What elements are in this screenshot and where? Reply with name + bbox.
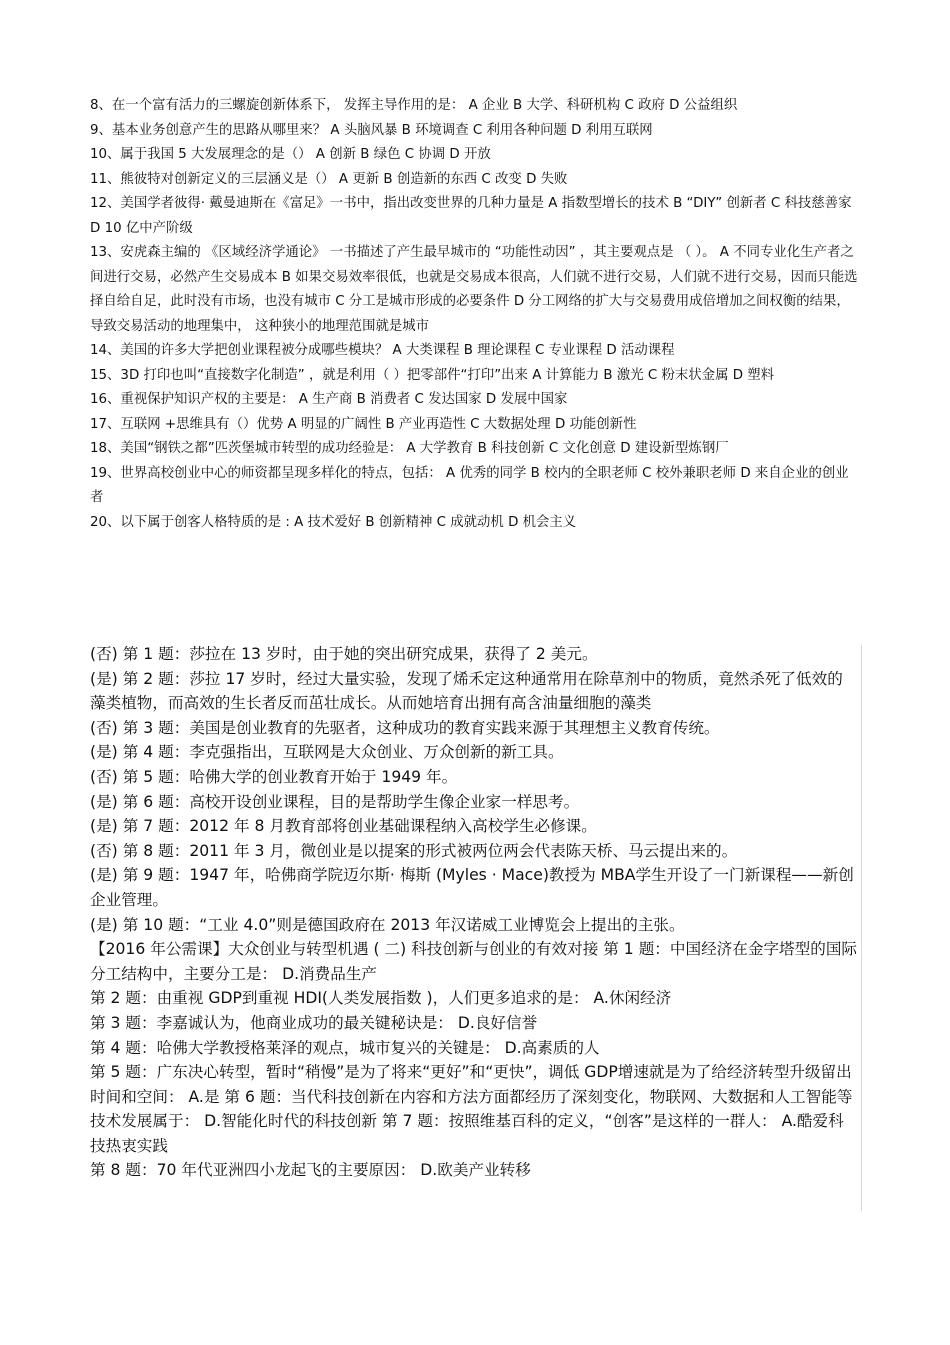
- course-q2: 第 2 题：由重视 GDP到重视 HDI(人类发展指数 )，人们更多追求的是： A.休闲经济: [90, 989, 672, 1008]
- question-15: 15、3D 打印也叫“直接数字化制造” ，就是利用（ ）把零部件“打印”出来 A 计算能力 B 激光 C 粉末状金属 D 塑料: [90, 367, 775, 383]
- question-12: 12、美国学者彼得· 戴曼迪斯在《富足》一书中，指出改变世界的几种力量是 A 指数型增长的技术 B “DIY” 创新者 C 科技慈善家 D 10 亿中产阶级: [90, 196, 852, 236]
- question-17: 17、互联网 +思维具有（）优势 A 明显的广阔性 B 产业再造性 C 大数据处理 D 功能创新性: [90, 416, 637, 432]
- tf-item-10: (是) 第 10 题：“工业 4.0”则是德国政府在 2013 年汉诺威工业博览会上提出的主张。: [90, 915, 685, 934]
- question-20: 20、以下属于创客人格特质的是 : A 技术爱好 B 创新精神 C 成就动机 D 机会主义: [90, 514, 577, 530]
- tf-item-6: (是) 第 6 题：高校开设创业课程，目的是帮助学生像企业家一样思考。: [90, 792, 580, 811]
- course-header-q1: 【2016 年公需课】大众创业与转型机遇 ( 二) 科技创新与创业的有效对接 第 1 题：中国经济在金字塔型的国际分工结构中，主要分工是： D.消费品生产: [90, 940, 858, 983]
- tf-item-2: (是) 第 2 题：莎拉 17 岁时，经过大量实验，发现了烯禾定这种通常用在除草剂中的物质，竟然杀死了低效的藻类植物，而高效的生长者反而茁壮成长。从而她培育出拥有高含油量细胞的藻类: [90, 669, 843, 713]
- tf-item-7: (是) 第 7 题：2012 年 8 月教育部将创业基础课程纳入高校学生必修课。: [90, 817, 597, 836]
- question-14: 14、美国的许多大学把创业课程被分成哪些模块？ A 大类课程 B 理论课程 C 专业课程 D 活动课程: [90, 343, 675, 358]
- tf-item-1: (否) 第 1 题：莎拉在 13 岁时，由于她的突出研究成果，获得了 2 美元。: [90, 645, 598, 663]
- course-q4: 第 4 题：哈佛大学教授格莱泽的观点，城市复兴的关键是： D.高素质的人: [90, 1038, 600, 1057]
- question-16: 16、重视保护知识产权的主要是： A 生产商 B 消费者 C 发达国家 D 发展中国家: [90, 392, 568, 407]
- question-10: 10、属于我国 5 大发展理念的是（） A 创新 B 绿色 C 协调 D 开放: [90, 147, 491, 162]
- question-11: 11、熊彼特对创新定义的三层涵义是（） A 更新 B 创造新的东西 C 改变 D 失败: [90, 171, 568, 187]
- tf-item-5: (否) 第 5 题：哈佛大学的创业教育开始于 1949 年。: [90, 767, 458, 786]
- tf-item-9: (是) 第 9 题：1947 年，哈佛商学院迈尔斯· 梅斯 (Myles · Mace)教授为 MBA学生开设了一门新课程——新创企业管理。: [90, 866, 854, 909]
- course-q5-q7: 第 5 题：广东决心转型，暂时“稍慢”是为了将来“更好”和“更快”，调低 GDP增速就是为了给经济转型升级留出时间和空间： A.是 第 6 题：当代科技创新在内容和方法方面都经历了深刻变化，物联网、大数据和人工智能等技术发展属于： D.智能化时代的科技创新 第 7 题：按照维基百科的定义，“创客”是这样的一群人： A.酷爱科技热衷实践: [90, 1063, 853, 1155]
- question-9: 9、基本业务创意产生的思路从哪里来？ A 头脑风暴 B 环境调查 C 利用各种问题 D 利用互联网: [90, 122, 653, 138]
- question-19: 19、世界高校创业中心的师资都呈现多样化的特点，包括： A 优秀的同学 B 校内的全职老师 C 校外兼职老师 D 来自企业的创业者: [90, 465, 849, 505]
- multiple-choice-section: [90, 94, 862, 535]
- right-margin-rule: [861, 645, 862, 1211]
- tf-item-8: (否) 第 8 题：2011 年 3 月，微创业是以提案的形式被两位两会代表陈天桥、马云提出来的。: [90, 841, 738, 860]
- question-8: 8、在一个富有活力的三螺旋创新体系下， 发挥主导作用的是： A 企业 B 大学、科研机构 C 政府 D 公益组织: [90, 98, 738, 113]
- question-18: 18、美国“钢铁之都”匹茨堡城市转型的成功经验是： A 大学教育 B 科技创新 C 文化创意 D 建设新型炼钢厂: [90, 441, 729, 456]
- true-false-section: [90, 642, 858, 1183]
- course-q8: 第 8 题：70 年代亚洲四小龙起飞的主要原因： D.欧美产业转移: [90, 1161, 531, 1180]
- question-13: 13、安虎森主编的 《区域经济学通论》 一书描述了产生最早城市的 “功能性动因” ，其主要观点是 （ ）。 A 不同专业化生产者之间进行交易，必然产生交易成本 B 如果交易效率很低，也就是交易成本很高，人们就不进行交易，人们就不进行交易，因而只能选择自给自足，此时没有市场，也没有城市 C 分工是城市形成的必要条件 D 分工网络的扩大与交易费用成倍增加之间权衡的结果， 导致交易活动的地理集中， 这种狭小的地理范围就是城市: [90, 245, 858, 334]
- tf-item-3: (否) 第 3 题：美国是创业教育的先驱者，这种成功的教育实践来源于其理想主义教育传统。: [90, 718, 720, 737]
- tf-item-4: (是) 第 4 题：李克强指出，互联网是大众创业、万众创新的新工具。: [90, 743, 564, 762]
- course-q3: 第 3 题：李嘉诚认为，他商业成功的最关键秘诀是： D.良好信誉: [90, 1013, 538, 1032]
